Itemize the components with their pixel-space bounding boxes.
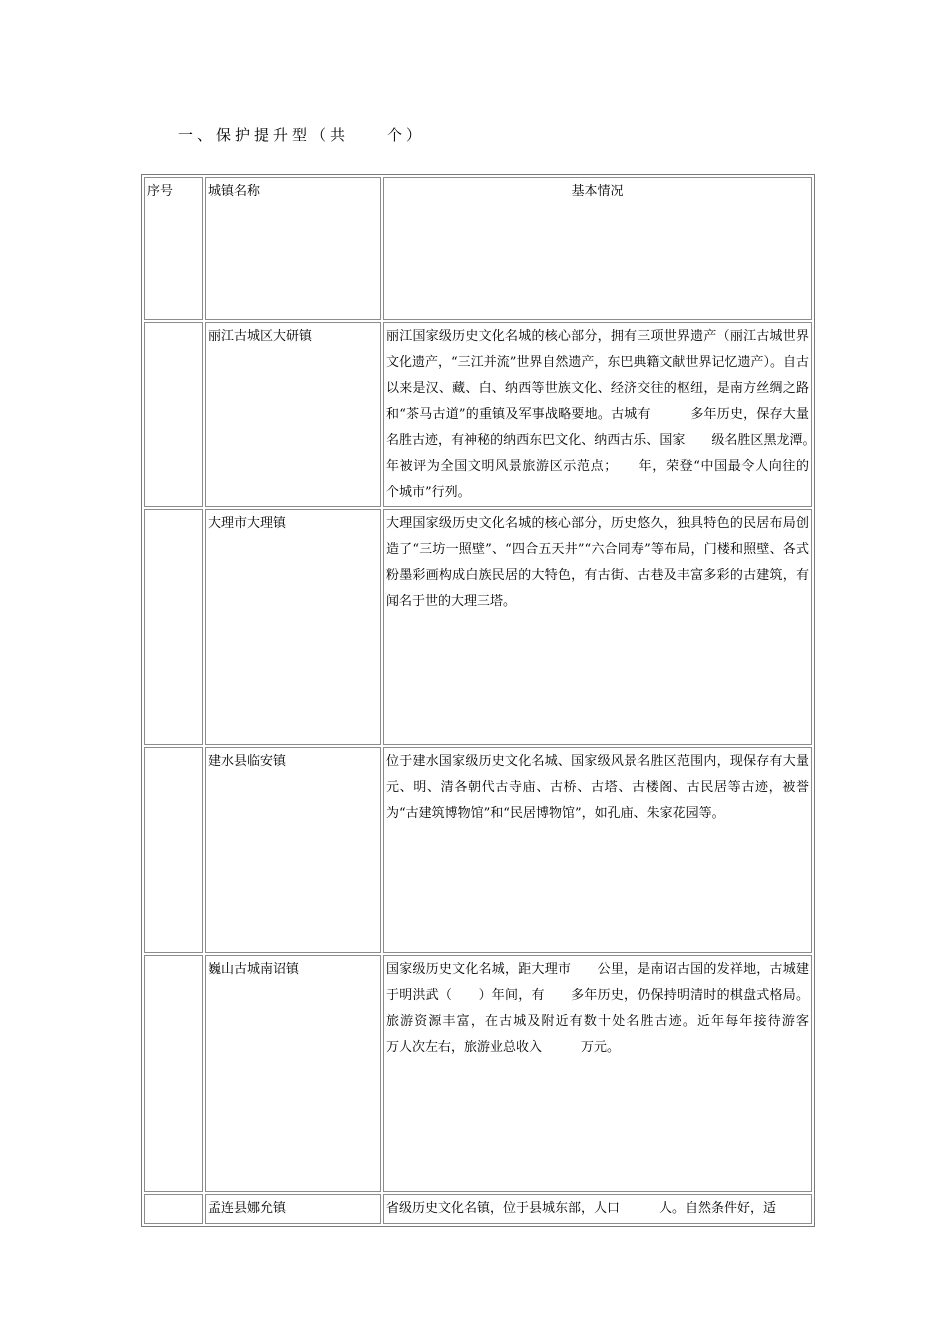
row-info: 省级历史文化名镇，位于县城东部，人口 人。自然条件好，适 [383,1194,812,1224]
table-header-row [144,177,812,320]
row-town-name: 丽江古城区大研镇 [205,322,381,507]
row-index [144,509,203,745]
table-row [144,955,812,1192]
row-info: 丽江国家级历史文化名城的核心部分，拥有三项世界遗产（丽江古城世界文化遗产，“三江并流”世界自然遗产，东巴典籍文献世界记忆遗产）。自古以来是汉、藏、白、纳西等世族文化、经济交往的枢纽，是南方丝绸之路和“茶马古道”的重镇及军事战略要地。古城有 多年历史，保存大量名胜古迹，有神秘的纳西东巴文化、纳西古乐、国家 级名胜区黑龙潭。 年被评为全国文明风景旅游区示范点； 年，荣登“中国最令人向往的 个城市”行列。 [383,322,812,507]
row-info: 大理国家级历史文化名城的核心部分，历史悠久，独具特色的民居布局创造了“三坊一照壁”、“四合五天井”“六合同寿”等布局，门楼和照壁、各式粉墨彩画构成白族民居的大特色，有古街、古巷及丰富多彩的古建筑，有闻名于世的大理三塔。 [383,509,812,745]
table-row [144,322,812,507]
row-town-name: 孟连县娜允镇 [205,1194,381,1224]
table-row [144,509,812,745]
row-town-name: 巍山古城南诏镇 [205,955,381,1192]
row-index [144,1194,203,1224]
row-info: 位于建水国家级历史文化名城、国家级风景名胜区范围内，现保存有大量元、明、清各朝代古寺庙、古桥、古塔、古楼阁、古民居等古迹，被誉为“古建筑博物馆”和“民居博物馆”，如孔庙、朱家花园等。 [383,747,812,953]
section-heading: 一、保护提升型（共 个） [178,126,426,144]
header-index: 序号 [144,177,203,320]
table-row [144,1194,812,1224]
row-index [144,747,203,953]
row-index [144,955,203,1192]
row-index [144,322,203,507]
table-row [144,747,812,953]
row-town-name: 建水县临安镇 [205,747,381,953]
header-info: 基本情况 [383,177,812,320]
row-info: 国家级历史文化名城，距大理市 公里，是南诏古国的发祥地，古城建于明洪武（ ）年间，有 多年历史，仍保持明清时的棋盘式格局。旅游资源丰富，在古城及附近有数十处名胜古迹。近年每年接待游客 万人次左右，旅游业总收入 万元。 [383,955,812,1192]
header-name: 城镇名称 [205,177,381,320]
towns-table [141,174,849,1227]
row-town-name: 大理市大理镇 [205,509,381,745]
